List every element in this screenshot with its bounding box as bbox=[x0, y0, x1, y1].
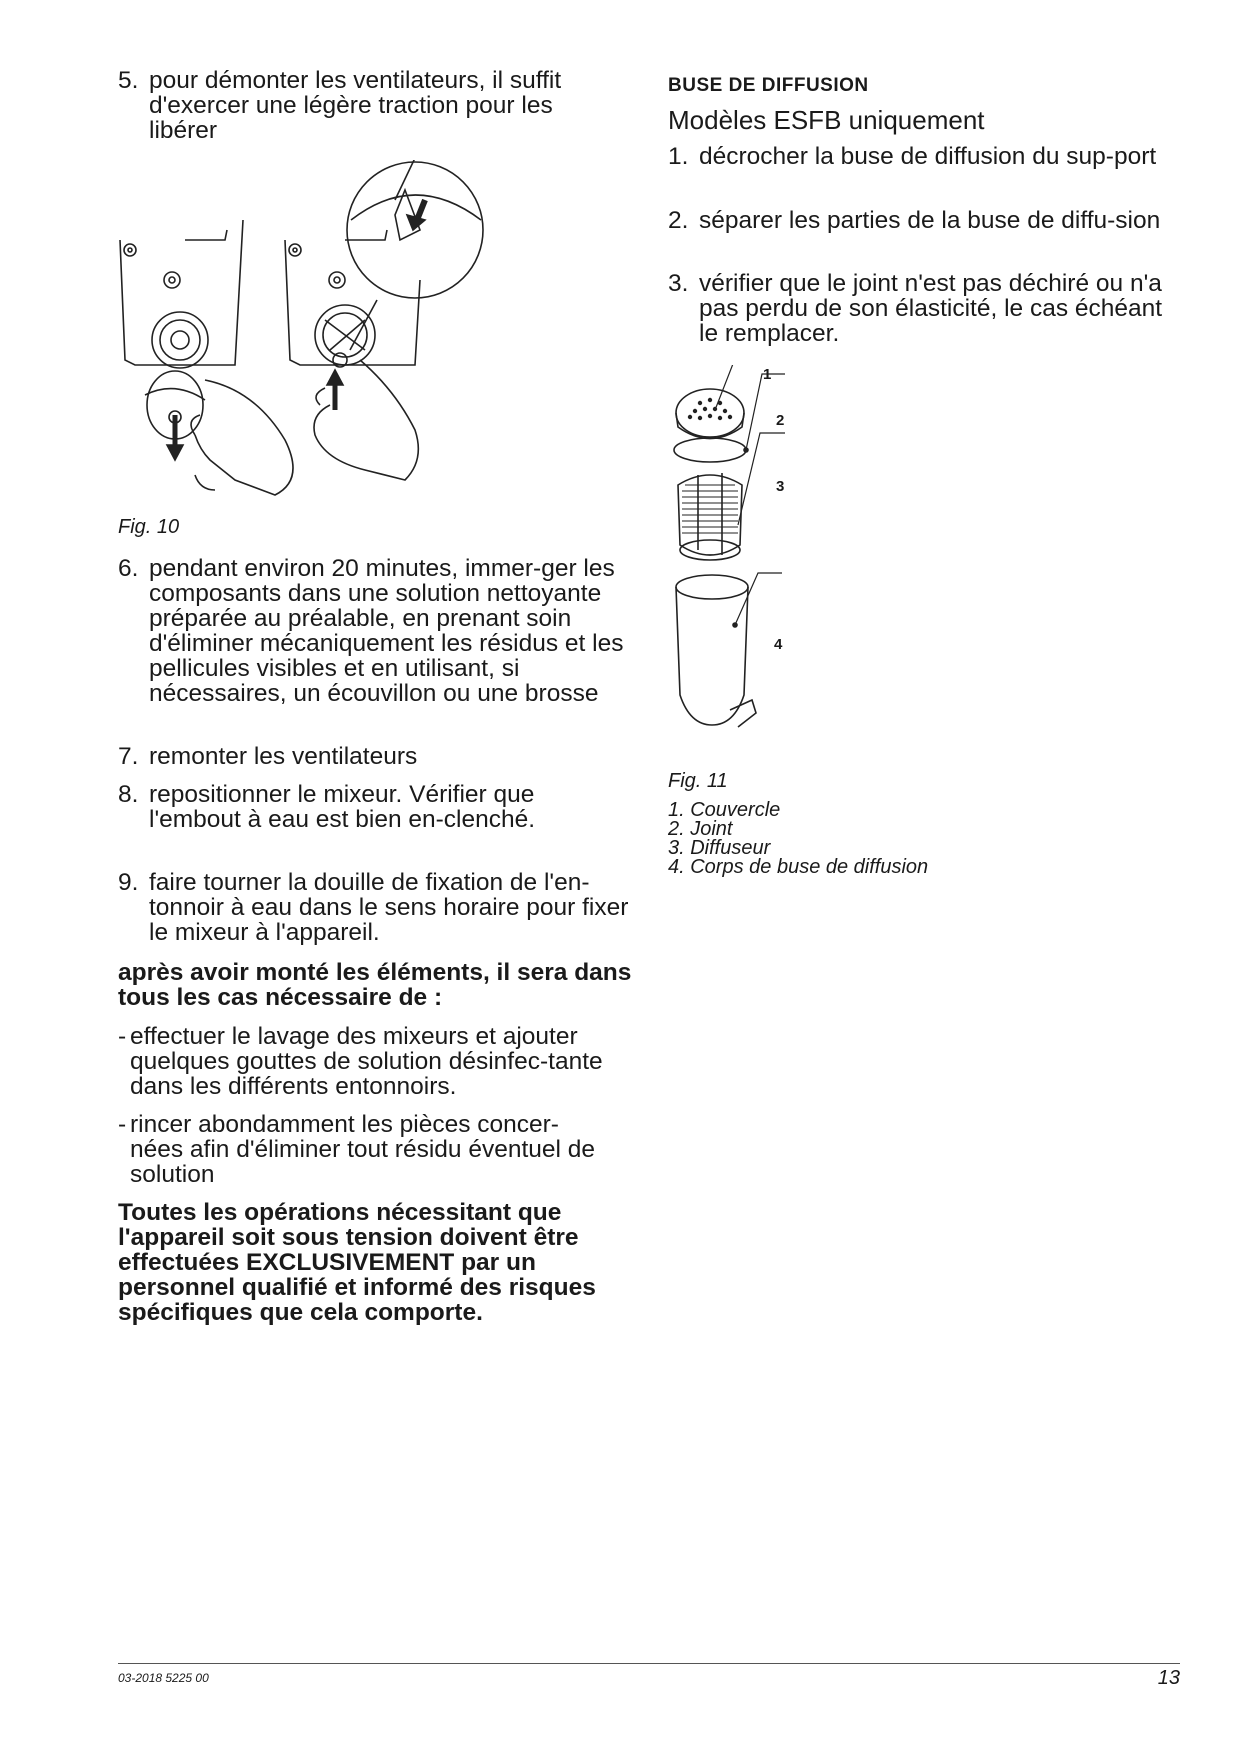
step-8 bbox=[118, 782, 638, 832]
step-5 bbox=[118, 68, 638, 143]
safety-warning: Toutes les opérations nécessitant que l'appareil soit sous tension doivent être effectuées EXCLUSIVEMENT par un personnel qualifié et informé des risques spécifiques que cela comporte. bbox=[118, 1199, 596, 1326]
step-text: remonter les ventilateurs bbox=[149, 743, 418, 770]
subtitle: Modèles ESFB uniquement bbox=[668, 105, 985, 135]
document-code: 03-2018 5225 00 bbox=[118, 1671, 209, 1685]
step-text: décrocher la buse de diffusion du sup-port bbox=[699, 143, 1157, 170]
step-number: 7. bbox=[118, 743, 139, 770]
step-text: faire tourner la douille de fixation de l'en-tonnoir à eau dans le sens horaire pour fixer le mixeur à l'appareil. bbox=[149, 869, 629, 946]
fig10-illustration bbox=[115, 160, 635, 500]
footer-divider bbox=[118, 1663, 1180, 1664]
step-number: 9. bbox=[118, 869, 139, 896]
bullet-text: rincer abondamment les pièces concer-nées afin d'éliminer tout résidu éventuel de solution bbox=[130, 1111, 596, 1188]
step-text: pour démonter les ventilateurs, il suffit d'exercer une légère traction pour les libérer bbox=[149, 67, 562, 144]
section-title: BUSE DE DIFFUSION bbox=[668, 75, 869, 96]
step-9 bbox=[118, 870, 638, 945]
step-number: 6. bbox=[118, 555, 139, 582]
right-step-3 bbox=[668, 271, 1188, 346]
bullet-text: effectuer le lavage des mixeurs et ajouter quelques gouttes de solution désinfec-tante dans les différents entonnoirs. bbox=[130, 1023, 603, 1100]
fig11-legend bbox=[668, 801, 928, 877]
step-text: séparer les parties de la buse de diffu-sion bbox=[699, 207, 1161, 234]
fig11-caption: Fig. 11 bbox=[668, 770, 728, 792]
step-text: pendant environ 20 minutes, immer-ger les composants dans une solution nettoyante préparée au préalable, en prenant soin d'éliminer mécaniquement les résidus et les pellicules visibles et en utilisant, si nécessaires, un écouvillon ou une brosse bbox=[149, 555, 624, 707]
step-number: 5. bbox=[118, 67, 139, 94]
fig11-callout-3: 3 bbox=[776, 478, 785, 495]
bullet-marker: - bbox=[118, 1023, 127, 1050]
fig10-caption: Fig. 10 bbox=[118, 516, 180, 538]
page-number: 13 bbox=[1157, 1667, 1180, 1689]
step-6 bbox=[118, 556, 638, 706]
bullet-1 bbox=[118, 1024, 638, 1099]
step-number: 1. bbox=[668, 143, 689, 170]
step-text: vérifier que le joint n'est pas déchiré ou n'a pas perdu de son élasticité, le cas échéant le remplacer. bbox=[699, 270, 1163, 347]
legend-item-4: 4. Corps de buse de diffusion bbox=[668, 856, 929, 878]
bullet-marker: - bbox=[118, 1111, 127, 1138]
right-step-2 bbox=[668, 208, 1188, 233]
fig11-callout-2: 2 bbox=[776, 412, 785, 429]
legend-item-1: 1. Couvercle bbox=[668, 799, 781, 821]
step-number: 2. bbox=[668, 207, 689, 234]
fig11-callout-1: 1 bbox=[763, 366, 772, 383]
fig11-callout-4: 4 bbox=[774, 636, 783, 653]
legend-item-2: 2. Joint bbox=[668, 818, 733, 840]
step-7 bbox=[118, 744, 638, 769]
step-number: 8. bbox=[118, 781, 139, 808]
step-text: repositionner le mixeur. Vérifier que l'embout à eau est bien en-clenché. bbox=[149, 781, 536, 833]
bullet-2 bbox=[118, 1112, 638, 1187]
step-number: 3. bbox=[668, 270, 689, 297]
after-assembly-heading: après avoir monté les éléments, il sera dans tous les cas nécessaire de : bbox=[118, 959, 632, 1011]
right-step-1 bbox=[668, 144, 1188, 169]
legend-item-3: 3. Diffuseur bbox=[668, 837, 771, 859]
